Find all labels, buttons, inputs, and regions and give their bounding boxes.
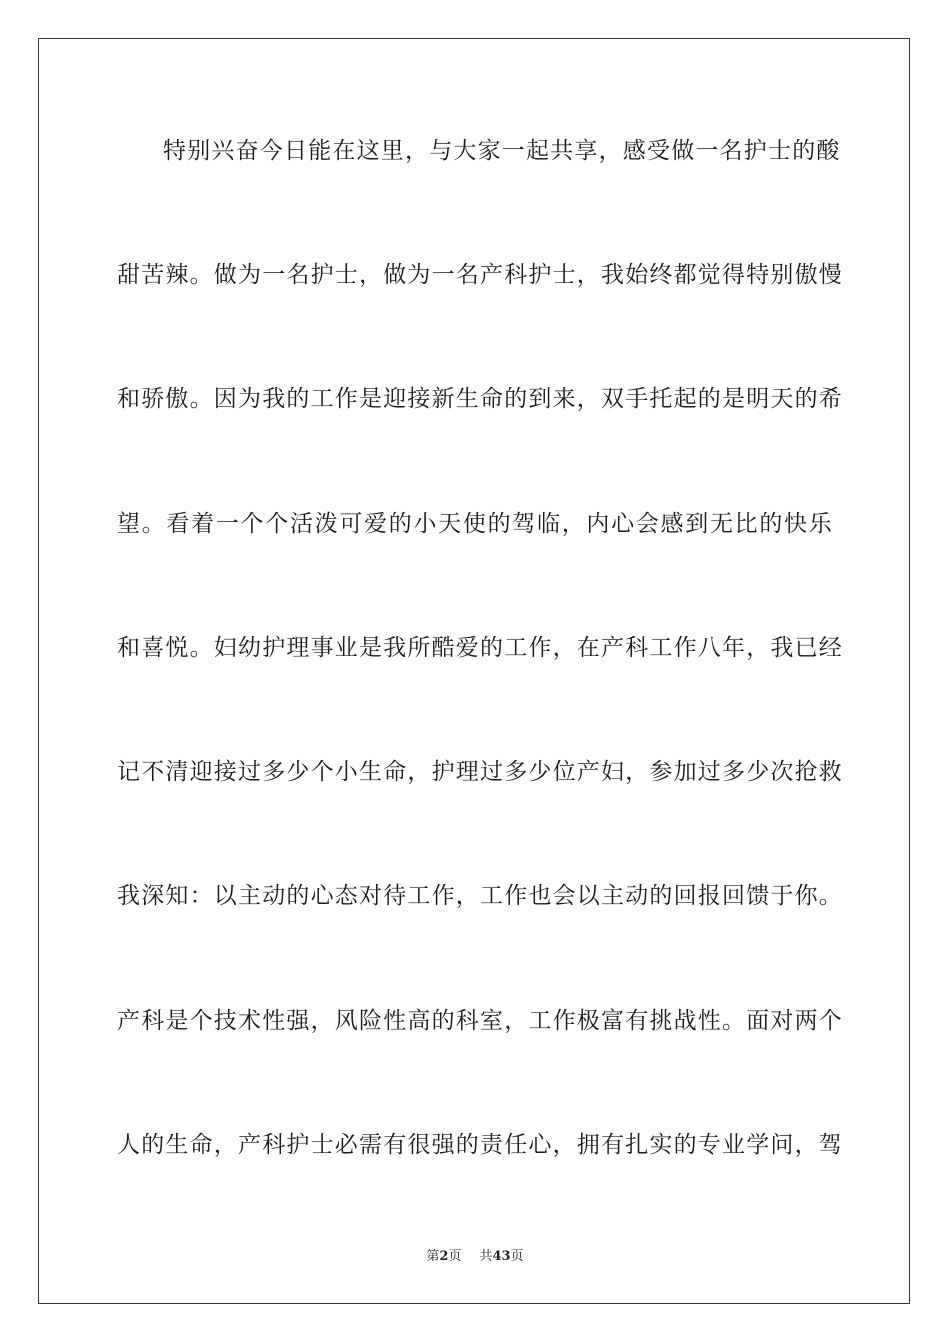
- paragraph-line: 和骄傲。因为我的工作是迎接新生命的到来，双手托起的是明天的希: [117, 386, 843, 412]
- page-prefix: 第: [426, 1249, 440, 1264]
- paragraph-line: 人的生命，产科护士必需有很强的责任心，拥有扎实的专业学问，驾: [117, 1132, 843, 1158]
- paragraph-line: 特别兴奋今日能在这里，与大家一起共享，感受做一名护士的酸: [163, 138, 841, 164]
- paragraph-line: 产科是个技术性强，风险性高的科室，工作极富有挑战性。面对两个: [117, 1008, 843, 1034]
- page-border: [38, 38, 910, 1304]
- page-number: 2: [439, 1249, 449, 1264]
- total-suffix: 页: [510, 1249, 524, 1264]
- paragraph-line: 记不清迎接过多少个小生命，护理过多少位产妇，参加过多少次抢救: [117, 759, 843, 785]
- paragraph-line: 望。看着一个个活泼可爱的小天使的驾临，内心会感到无比的快乐: [117, 511, 833, 537]
- page-suffix: 页: [448, 1249, 462, 1264]
- paragraph-line: 甜苦辣。做为一名护士，做为一名产科护士，我始终都觉得特别傲慢: [117, 262, 843, 288]
- total-prefix: 共: [479, 1249, 493, 1264]
- paragraph-line: 我深知：以主动的心态对待工作，工作也会以主动的回报回馈于你。: [117, 883, 843, 909]
- page-footer: [0, 1248, 950, 1266]
- paragraph-line: 和喜悦。妇幼护理事业是我所酷爱的工作，在产科工作八年，我已经: [117, 635, 843, 661]
- total-pages: 43: [492, 1249, 511, 1264]
